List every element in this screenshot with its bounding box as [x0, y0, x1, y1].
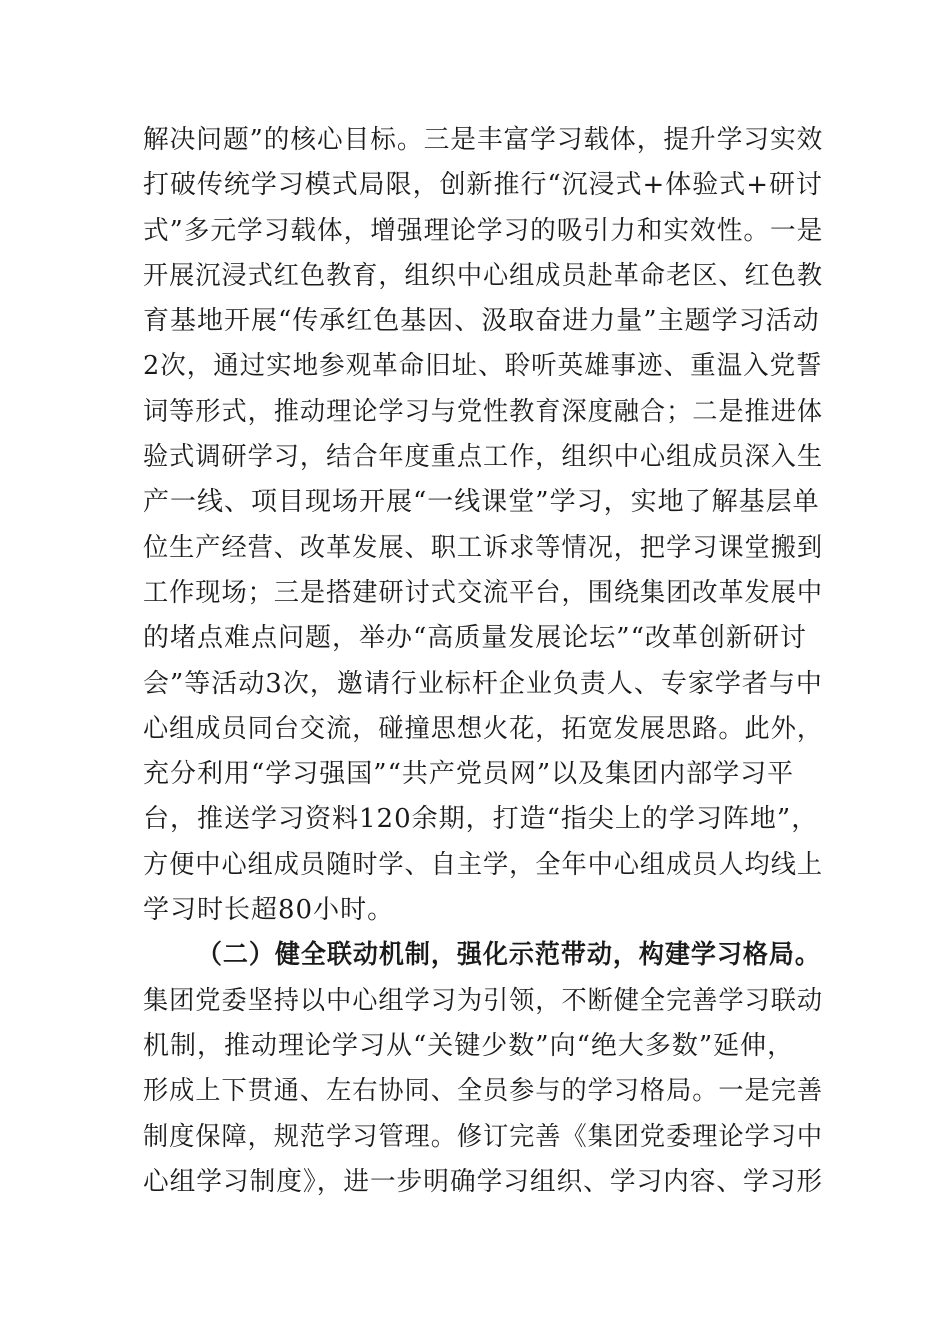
- text-line: 心组成员同台交流，碰撞思想火花，拓宽发展思路。此外，: [143, 713, 824, 744]
- text-line: 词等形式，推动理论学习与党性教育深度融合；二是推进体: [143, 396, 824, 427]
- text-line: 台，推送学习资料120余期，打造“指尖上的学习阵地”，: [143, 804, 819, 835]
- text-line: 工作现场；三是搭建研讨式交流平台，围绕集团改革发展中: [143, 577, 824, 608]
- text-line: 制度保障，规范学习管理。修订完善《集团党委理论学习中: [143, 1121, 824, 1152]
- text-line: 开展沉浸式红色教育，组织中心组成员赴革命老区、红色教: [143, 260, 824, 291]
- text-line: 解决问题”的核心目标。三是丰富学习载体，提升学习实效: [143, 125, 824, 155]
- text-line: 的堵点难点问题，举办“高质量发展论坛”“改革创新研讨: [143, 623, 807, 654]
- text-line: 会”等活动3次，邀请行业标杆企业负责人、专家学者与中: [143, 668, 823, 699]
- text-line: 集团党委坚持以中心组学习为引领，不断健全完善学习联动: [143, 985, 824, 1016]
- text-line: 学习时长超80小时。: [143, 895, 395, 926]
- text-line: 式”多元学习载体，增强理论学习的吸引力和实效性。一是: [143, 215, 824, 246]
- body-text: [143, 118, 823, 1205]
- text-line: 心组学习制度》，进一步明确学习组织、学习内容、学习形: [143, 1166, 824, 1197]
- text-line: 充分利用“学习强国”“共产党员网”以及集团内部学习平: [143, 759, 795, 790]
- text-line: 机制，推动理论学习从“关键少数”向“绝大多数”延伸，: [143, 1030, 795, 1061]
- text-line: 方便中心组成员随时学、自主学，全年中心组成员人均线上: [143, 849, 824, 880]
- text-line: 产一线、项目现场开展“一线课堂”学习，实地了解基层单: [143, 487, 820, 518]
- text-line: 育基地开展“传承红色基因、汲取奋进力量”主题学习活动: [143, 306, 820, 337]
- text-line: 打破传统学习模式局限，创新推行“沉浸式+体验式+研讨: [143, 170, 823, 201]
- text-line: 2次，通过实地参观革命旧址、聆听英雄事迹、重温入党誓: [143, 351, 823, 382]
- text-line: 形成上下贯通、左右协同、全员参与的学习格局。一是完善: [143, 1076, 824, 1107]
- text-line: 验式调研学习，结合年度重点工作，组织中心组成员深入生: [143, 442, 824, 473]
- section-heading: （二）健全联动机制，强化示范带动，构建学习格局。: [196, 940, 821, 971]
- text-line: 位生产经营、改革发展、职工诉求等情况，把学习课堂搬到: [143, 532, 824, 563]
